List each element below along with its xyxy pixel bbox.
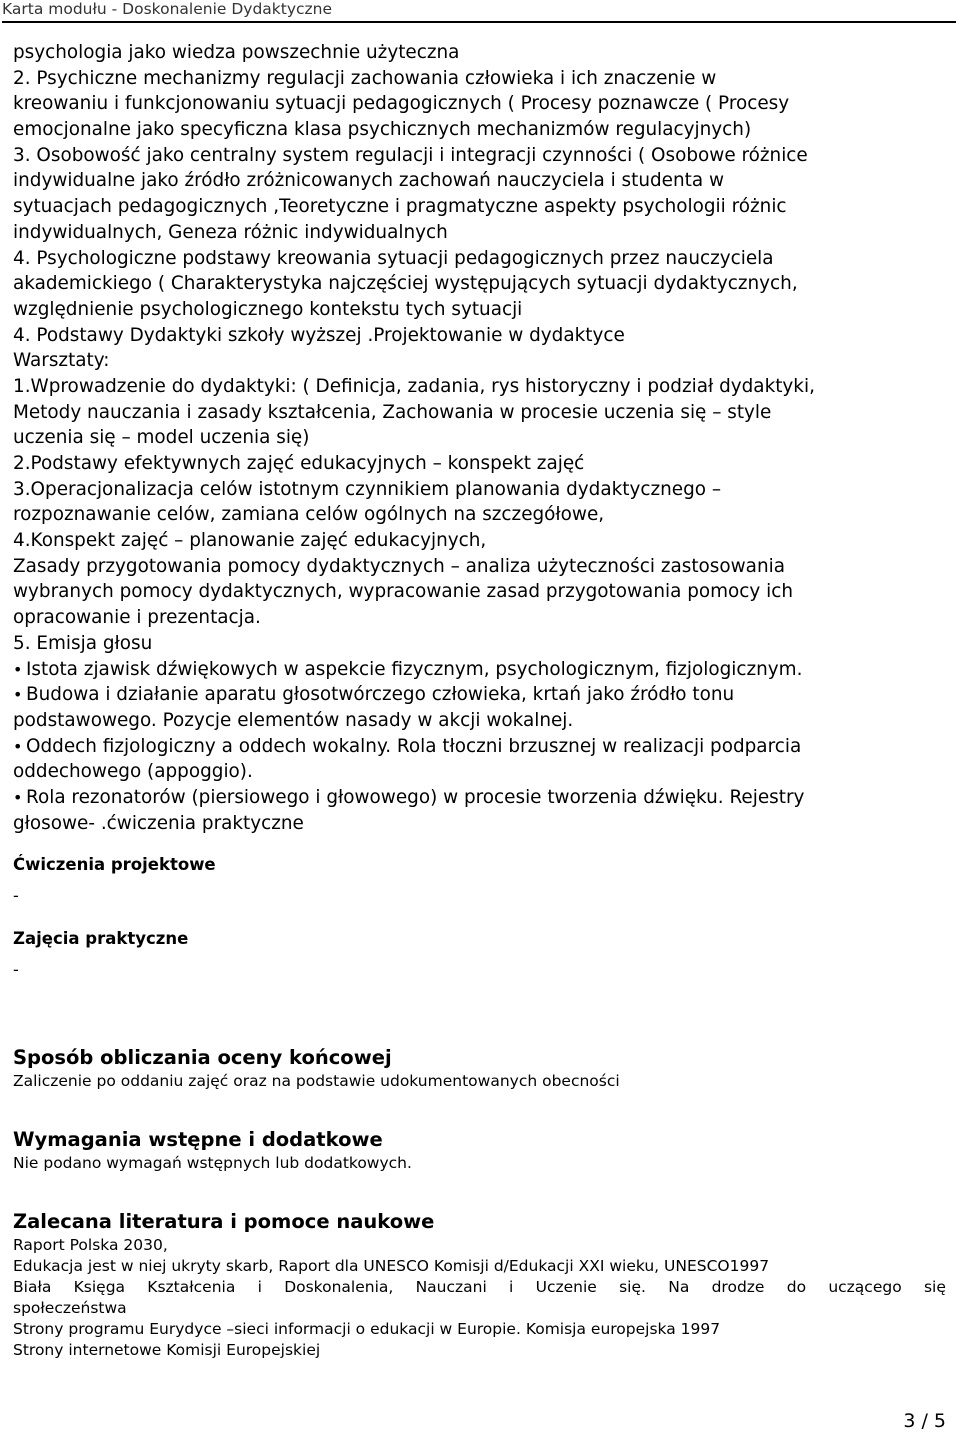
list-item bbox=[13, 682, 948, 708]
content-line: indywidualne jako źródło zróżnicowanych zachowań nauczyciela i studenta w bbox=[13, 170, 724, 192]
project-exercises-heading: Ćwiczenia projektowe bbox=[13, 855, 216, 875]
content-line: indywidualnych, Geneza różnic indywidualnych bbox=[13, 221, 448, 243]
literature-item: Edukacja jest w niej ukryty skarb, Raport dla UNESCO Komisji d/Edukacji XXI wieku, UNESCO1997 bbox=[13, 1257, 770, 1276]
bullet-icon: • bbox=[13, 787, 23, 807]
literature-word: Kształcenia bbox=[147, 1278, 236, 1297]
content-line: 1.Wprowadzenie do dydaktyki: ( Definicja, zadania, rys historyczny i podział dydaktyki, bbox=[13, 375, 815, 397]
lecture-content bbox=[13, 40, 948, 657]
header-title: Karta modułu - Doskonalenie Dydaktyczne bbox=[2, 0, 333, 18]
list-item bbox=[13, 708, 948, 734]
requirements-heading: Wymagania wstępne i dodatkowe bbox=[13, 1128, 383, 1152]
list-item bbox=[13, 657, 948, 683]
literature-word: Uczenie bbox=[535, 1278, 597, 1297]
list-item-text: głosowe- .ćwiczenia praktyczne bbox=[13, 812, 304, 834]
list-item-text: Oddech fizjologiczny a oddech wokalny. Rola tłoczni brzusznej w realizacji podparcia bbox=[26, 735, 802, 757]
literature-word: Na bbox=[668, 1278, 690, 1297]
literature-word: Biała bbox=[13, 1278, 52, 1297]
literature-word: drodze bbox=[711, 1278, 765, 1297]
content-line: Metody nauczania i zasady kształcenia, Zachowania w procesie uczenia się – style bbox=[13, 401, 772, 423]
list-item bbox=[13, 734, 948, 760]
literature-item: społeczeństwa bbox=[13, 1299, 127, 1318]
content-line: Zasady przygotowania pomocy dydaktycznych – analiza użyteczności zastosowania bbox=[13, 555, 785, 577]
list-item-text: oddechowego (appoggio). bbox=[13, 761, 253, 783]
voice-emission-list bbox=[13, 657, 948, 837]
content-line: opracowanie i prezentacja. bbox=[13, 607, 261, 629]
literature-word: i bbox=[257, 1278, 262, 1297]
practical-classes-content: - bbox=[13, 960, 19, 980]
list-item bbox=[13, 785, 948, 811]
literature-item bbox=[13, 1277, 946, 1298]
bullet-icon: • bbox=[13, 659, 23, 679]
literature-word: Nauczani bbox=[415, 1278, 487, 1297]
literature-word: i bbox=[509, 1278, 514, 1297]
module-content bbox=[13, 40, 948, 1361]
content-line: 4. Psychologiczne podstawy kreowania sytuacji pedagogicznych przez nauczyciela bbox=[13, 247, 774, 269]
project-exercises-content: - bbox=[13, 886, 19, 906]
literature-item: Strony programu Eurydyce –sieci informacji o edukacji w Europie. Komisja europejska 1997 bbox=[13, 1320, 721, 1339]
list-item-text: podstawowego. Pozycje elementów nasady w akcji wokalnej. bbox=[13, 709, 574, 731]
literature-word: się bbox=[923, 1278, 946, 1297]
content-line: uczenia się – model uczenia się) bbox=[13, 427, 310, 449]
page-header bbox=[2, 0, 956, 23]
list-item-text: Budowa i działanie aparatu głosotwórczego człowieka, krtań jako źródło tonu bbox=[26, 684, 735, 706]
content-line: 4.Konspekt zajęć – planowanie zajęć edukacyjnych, bbox=[13, 530, 487, 552]
content-line: 2.Podstawy efektywnych zajęć edukacyjnych – konspekt zajęć bbox=[13, 453, 585, 474]
literature-word: Księga bbox=[73, 1278, 126, 1297]
content-line: 3.Operacjonalizacja celów istotnym czynnikiem planowania dydaktycznego – bbox=[13, 478, 722, 500]
practical-classes-heading: Zajęcia praktyczne bbox=[13, 929, 189, 949]
content-line: Warsztaty: bbox=[13, 350, 110, 372]
literature-heading: Zalecana literatura i pomoce naukowe bbox=[13, 1210, 435, 1234]
literature-item: Strony internetowe Komisji Europejskiej bbox=[13, 1341, 321, 1360]
content-line: akademickiego ( Charakterystyka najczęściej występujących sytuacji dydaktycznych, bbox=[13, 273, 798, 295]
content-line: wybranych pomocy dydaktycznych, wypracowanie zasad przygotowania pomocy ich bbox=[13, 581, 794, 603]
requirements-content: Nie podano wymagań wstępnych lub dodatkowych. bbox=[13, 1154, 412, 1173]
content-line: emocjonalne jako specyficzna klasa psychicznych mechanizmów regulacyjnych) bbox=[13, 119, 752, 141]
literature-word: Doskonalenia, bbox=[284, 1278, 394, 1297]
content-line: 2. Psychiczne mechanizmy regulacji zachowania człowieka i ich znaczenie w bbox=[13, 67, 717, 89]
literature-word: do bbox=[786, 1278, 807, 1297]
list-item bbox=[13, 811, 948, 837]
bullet-icon: • bbox=[13, 736, 23, 756]
content-line: 5. Emisja głosu bbox=[13, 632, 153, 654]
content-line: 3. Osobowość jako centralny system regulacji i integracji czynności ( Osobowe różnice bbox=[13, 144, 808, 166]
content-line: kreowaniu i funkcjonowaniu sytuacji pedagogicznych ( Procesy poznawcze ( Procesy bbox=[13, 93, 790, 115]
literature-word: uczącego bbox=[828, 1278, 902, 1297]
bullet-icon: • bbox=[13, 685, 23, 705]
content-line: psychologia jako wiedza powszechnie użyteczna bbox=[13, 42, 460, 63]
content-line: rozpoznawanie celów, zamiana celów ogólnych na szczegółowe, bbox=[13, 504, 605, 526]
list-item bbox=[13, 759, 948, 785]
literature-word: się. bbox=[619, 1278, 646, 1297]
list-item-text: Rola rezonatorów (piersiowego i głowowego) w procesie tworzenia dźwięku. Rejestry bbox=[26, 786, 805, 808]
list-item-text: Istota zjawisk dźwiękowych w aspekcie fizycznym, psychologicznym, fizjologicznym. bbox=[26, 658, 803, 680]
content-line: 4. Podstawy Dydaktyki szkoły wyższej .Projektowanie w dydaktyce bbox=[13, 324, 625, 346]
grading-heading: Sposób obliczania oceny końcowej bbox=[13, 1046, 392, 1070]
content-line: sytuacjach pedagogicznych ,Teoretyczne i pragmatyczne aspekty psychologii różnic bbox=[13, 196, 787, 218]
content-line: względnienie psychologicznego kontekstu tych sytuacji bbox=[13, 298, 523, 320]
literature-item: Raport Polska 2030, bbox=[13, 1236, 168, 1255]
grading-content: Zaliczenie po oddaniu zajęć oraz na podstawie udokumentowanych obecności bbox=[13, 1072, 620, 1091]
page-number: 3 / 5 bbox=[903, 1410, 946, 1432]
